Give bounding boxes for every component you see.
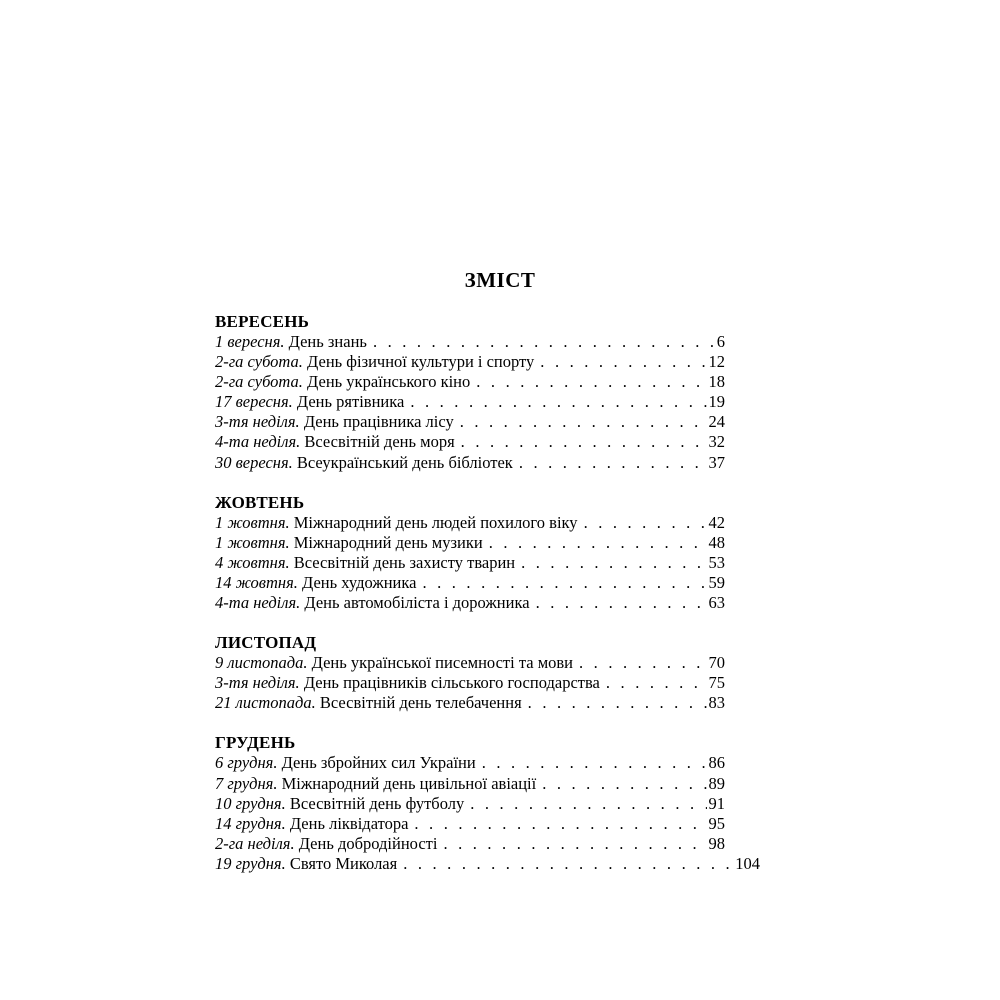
entry-title: Всесвітній день футболу [289,793,465,813]
entry-date: 1 жовтня. [215,512,290,532]
toc-entry [215,412,725,432]
toc-entry [215,372,725,392]
entry-page-number: 91 [708,793,725,813]
section-september [215,312,760,473]
entry-date: 17 вересня. [215,392,293,412]
toc-entry [215,352,725,372]
entry-title: Всесвітній день захисту тварин [293,552,516,572]
entry-date: 1 жовтня. [215,532,290,552]
toc-entry [215,432,725,452]
entry-title: Міжнародний день цивільної авіації [281,773,537,793]
dot-leader [403,854,733,874]
entry-date: 4-та неділя. [215,432,301,452]
entry-date: 4 жовтня. [215,552,290,572]
dot-leader [584,513,707,533]
section-heading: ЛИСТОПАД [215,633,317,653]
entry-page-number: 53 [708,552,725,572]
entry-date: 6 грудня. [215,753,278,773]
toc-entry [215,453,725,473]
entry-date: 2-га неділя. [215,833,295,853]
toc-entry [215,573,725,593]
section-november [215,633,760,713]
entry-date: 3-тя неділя. [215,412,300,432]
entry-date: 2-га субота. [215,352,303,372]
toc-entry [215,854,760,874]
section-december [215,733,760,874]
entry-page-number: 48 [708,532,725,552]
dot-leader [579,653,706,673]
toc-entry [215,593,725,613]
entry-date: 7 грудня. [215,773,278,793]
toc-entry [215,392,725,412]
dot-leader [519,453,707,473]
dot-leader [373,332,713,352]
dot-leader [521,553,706,573]
entry-title: Свято Миколая [289,853,398,873]
entry-title: Всеукраїнський день бібліотек [296,452,513,472]
entry-page-number: 24 [708,412,725,432]
toc-entry [215,332,725,352]
entry-page-number: 37 [708,452,725,472]
toc-entry [215,553,725,573]
entry-page-number: 59 [708,572,725,592]
entry-page-number: 83 [708,693,725,713]
entry-title: Міжнародний день людей похилого віку [293,512,578,532]
entry-date: 14 грудня. [215,813,286,833]
toc-entry [215,673,725,693]
entry-page-number: 18 [708,372,725,392]
toc-entry [215,693,725,713]
entry-page-number: 95 [708,813,725,833]
dot-leader [489,533,707,553]
entry-title: Всесвітній день телебачення [319,693,522,713]
entry-date: 2-га субота. [215,372,303,392]
entry-title: День ліквідатора [289,813,409,833]
entry-title: День художника [302,572,417,592]
section-heading: ВЕРЕСЕНЬ [215,312,310,331]
entry-date: 30 вересня. [215,452,293,472]
entry-title: День добродійності [298,833,438,853]
toc-entry [215,794,725,814]
page-title: ЗМІСТ [464,268,536,292]
entry-title: День працівників сільського господарства [303,673,600,693]
entry-date: 1 вересня. [215,332,285,351]
entry-page-number: 63 [708,593,725,613]
entry-title: Міжнародний день музики [293,532,483,552]
dot-leader [536,593,707,613]
entry-page-number: 6 [716,332,725,351]
dot-leader [606,673,707,693]
toc-entry [215,774,725,794]
dot-leader [540,352,706,372]
entry-date: 21 листопада. [215,693,316,713]
entry-page-number: 75 [708,673,725,693]
table-of-contents [215,312,760,894]
entry-title: День знань [288,332,367,351]
entry-title: День українського кіно [307,372,471,392]
toc-entry [215,653,725,673]
entry-page-number: 70 [708,653,725,673]
toc-entry [215,533,725,553]
entry-page-number: 19 [708,392,725,412]
toc-entry [215,753,725,773]
dot-leader [528,693,707,713]
dot-leader [410,392,706,412]
entry-page-number: 32 [708,432,725,452]
entry-title: Всесвітній день моря [304,432,455,452]
entry-page-number: 42 [708,512,725,532]
entry-title: День працівника лісу [303,412,454,432]
dot-leader [443,834,706,854]
entry-date: 3-тя неділя. [215,673,300,693]
entry-title: День рятівника [296,392,405,412]
section-october [215,493,760,613]
entry-date: 9 листопада. [215,653,308,673]
dot-leader [422,573,706,593]
entry-date: 4-та неділя. [215,593,301,613]
entry-page-number: 98 [708,833,725,853]
entry-page-number: 12 [708,352,725,372]
entry-page-number: 104 [735,853,760,873]
dot-leader [542,774,706,794]
entry-page-number: 89 [708,773,725,793]
dot-leader [461,432,707,452]
entry-title: День збройних сил України [281,753,476,773]
toc-entry [215,814,725,834]
dot-leader [482,753,707,773]
dot-leader [460,412,707,432]
toc-entry [215,834,725,854]
section-heading: ГРУДЕНЬ [215,733,296,753]
entry-date: 14 жовтня. [215,572,298,592]
section-heading: ЖОВТЕНЬ [215,492,305,512]
entry-date: 19 грудня. [215,853,286,873]
entry-page-number: 86 [708,753,725,773]
dot-leader [476,372,706,392]
toc-entry [215,513,725,533]
entry-date: 10 грудня. [215,793,286,813]
dot-leader [414,814,706,834]
entry-title: День автомобіліста і дорожника [304,593,530,613]
entry-title: День української писемності та мови [311,653,574,673]
dot-leader [470,794,706,814]
entry-title: День фізичної культури і спорту [307,352,535,372]
